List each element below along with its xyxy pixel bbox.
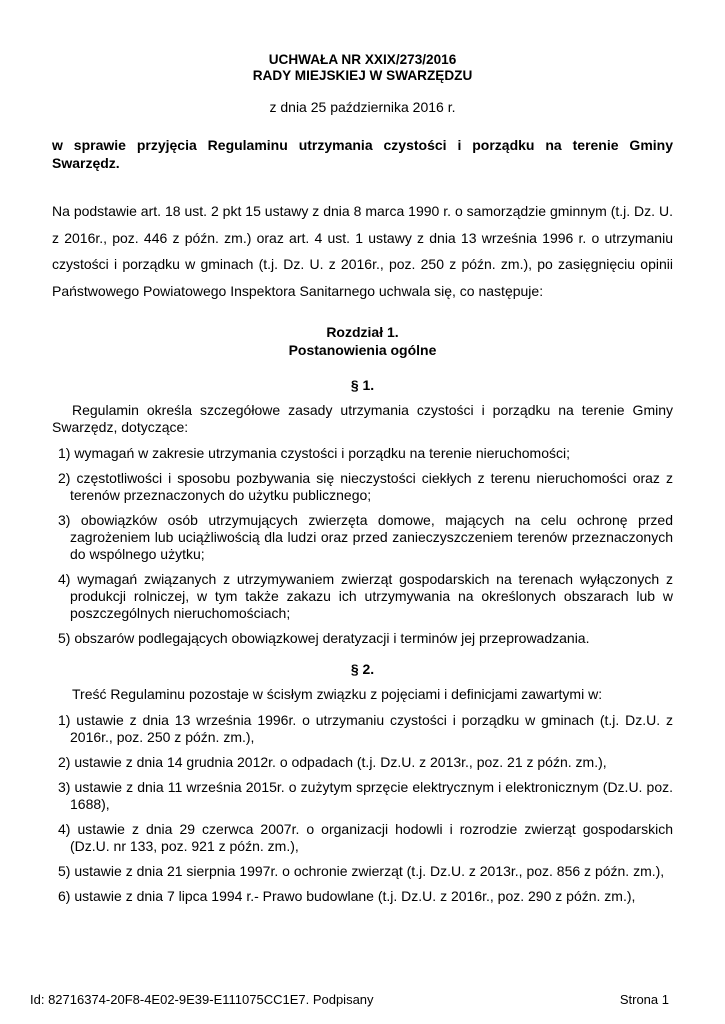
page-number: Strona 1 <box>619 992 669 1007</box>
list-item: 2) częstotliwości i sposobu pozbywania się nieczystości ciekłych z terenu nieruchomości oraz z terenów przeznaczonych do użytku publicznego; <box>58 470 673 503</box>
resolution-title <box>52 52 673 84</box>
list-item: 3) obowiązków osób utrzymujących zwierzęta domowe, mających na celu ochronę przed zagrożeniem lub uciążliwością dla ludzi oraz przed zanieczyszczeniem terenów przeznaczonych do wspólnego użytku; <box>58 512 673 562</box>
section-1-list <box>58 445 673 655</box>
list-item: 4) ustawie z dnia 29 czerwca 2007r. o organizacji hodowli i rozrodzie zwierząt gospodarskich (Dz.U. nr 133, poz. 921 z późn. zm.), <box>58 821 673 854</box>
list-item: 3) ustawie z dnia 11 września 2015r. o zużytym sprzęcie elektrycznym i elektronicznym (Dz.U. poz. 1688), <box>58 779 673 812</box>
list-item: 6) ustawie z dnia 7 lipca 1994 r.- Prawo budowlane (t.j. Dz.U. z 2016r., poz. 290 z późn. zm.), <box>58 888 636 904</box>
list-item: 5) obszarów podlegających obowiązkowej deratyzacji i terminów jej przeprowadzania. <box>58 630 590 646</box>
list-item: 4) wymagań związanych z utrzymywaniem zwierząt gospodarskich na terenach wyłączonych z produkcji rolniczej, w tym także zakazu ich utrzymywania na określonych obszarach lub w poszczególnych nieruchomościach; <box>58 571 673 621</box>
list-item: 1) wymagań w zakresie utrzymania czystości i porządku na terenie nieruchomości; <box>58 445 570 461</box>
chapter-heading <box>52 323 673 359</box>
section-1-mark: § 1. <box>350 377 375 393</box>
section-2-mark: § 2. <box>350 661 375 677</box>
list-item: 2) ustawie z dnia 14 grudnia 2012r. o odpadach (t.j. Dz.U. z 2013r., poz. 21 z późn. zm.), <box>58 754 607 770</box>
document-id: Id: 82716374-20F8-4E02-9E39-E111075CC1E7. Podpisany <box>30 992 374 1007</box>
chapter-number: Rozdział 1. <box>326 324 399 340</box>
section-2-intro: Treść Regulaminu pozostaje w ścisłym związku z pojęciami i definicjami zawartymi w: <box>72 686 603 702</box>
list-item: 5) ustawie z dnia 21 sierpnia 1997r. o ochronie zwierząt (t.j. Dz.U. z 2013r., poz. 856 z późn. zm.), <box>58 863 665 879</box>
legal-basis-preamble: Na podstawie art. 18 ust. 2 pkt 15 ustawy z dnia 8 marca 1990 r. o samorządzie gminnym (t.j. Dz. U. z 2016r., poz. 446 z późn. zm.) oraz art. 4 ust. 1 ustawy z dnia 13 września 1996 r. o utrzymaniu czystości i porządku w gminach (t.j. Dz. U. z 2016r., poz. 250 z późn. zm.), po zasięgnięciu opinii Państwowego Powiatowego Inspektora Sanitarnego uchwala się, co następuje: <box>52 203 673 299</box>
title-line-number: UCHWAŁA NR XXIX/273/2016 <box>268 52 457 67</box>
list-item: 1) ustawie z dnia 13 września 1996r. o utrzymaniu czystości i porządku w gminach (t.j. Dz.U. z 2016r., poz. 250 z późn. zm.), <box>58 712 673 745</box>
resolution-date: z dnia 25 października 2016 r. <box>269 99 456 115</box>
resolution-subject: w sprawie przyjęcia Regulaminu utrzymania czystości i porządku na terenie Gminy Swarzędz. <box>52 137 673 171</box>
title-line-council: RADY MIEJSKIEJ W SWARZĘDZU <box>252 68 473 83</box>
section-1-intro: Regulamin określa szczegółowe zasady utrzymania czystości i porządku na terenie Gminy Swarzędz, dotyczące: <box>52 402 673 435</box>
chapter-title: Postanowienia ogólne <box>288 342 437 358</box>
section-2-list <box>58 712 673 913</box>
